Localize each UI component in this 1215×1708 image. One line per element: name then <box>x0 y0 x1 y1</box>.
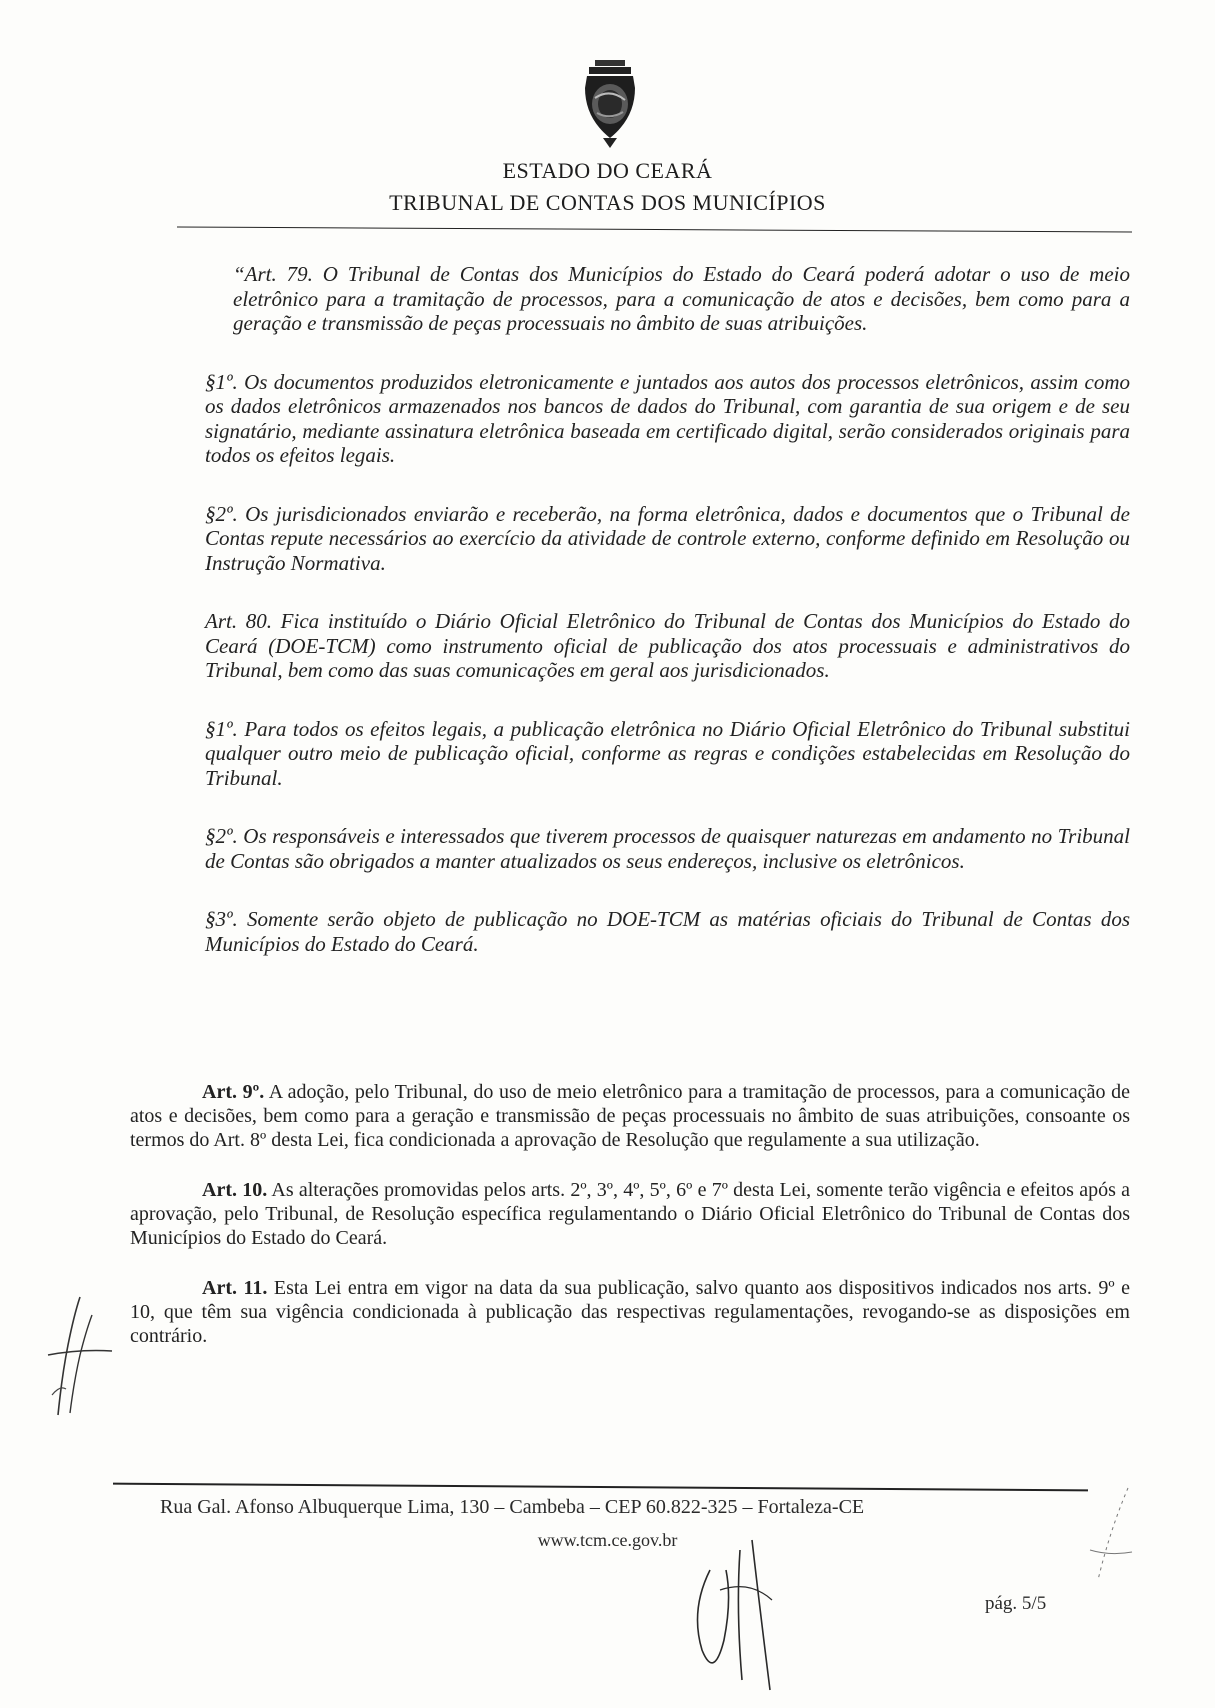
article-text: As alterações promovidas pelos arts. 2º, 3º, 4º, 5º, 6º e 7º desta Lei, somente terão vigência e efeitos após a aprovação, pelo Tribunal, de Resolução específica regulamentando o Diário Oficial Eletrônico do Tribunal de Contas dos Municípios do Estado do Ceará. <box>130 1179 1130 1249</box>
footer-website: www.tcm.ce.gov.br <box>537 1530 678 1550</box>
quoted-art-80: Art. 80. Fica instituído o Diário Oficial Eletrônico do Tribunal de Contas dos Municípios do Estado do Ceará (DOE-TCM) como instrumento oficial de publicação dos atos processuais e administrativos do Tribunal, bem como das suas comunicações em geral aos jurisdicionados. <box>205 609 1130 682</box>
quoted-art-80-par-3: §3º. Somente serão objeto de publicação no DOE-TCM as matérias oficiais do Tribunal de Contas dos Municípios do Estado do Ceará. <box>205 907 1130 956</box>
state-heading: ESTADO DO CEARÁ <box>502 158 713 183</box>
footer-address: Rua Gal. Afonso Albuquerque Lima, 130 – Cambeba – CEP 60.822-325 – Fortaleza-CE <box>160 1496 865 1518</box>
corner-mark-icon <box>1080 1480 1140 1590</box>
court-heading: TRIBUNAL DE CONTAS DOS MUNICÍPIOS <box>389 190 826 215</box>
quoted-art-80-par-1: §1º. Para todos os efeitos legais, a publicação eletrônica no Diário Oficial Eletrônico do Tribunal substitui qualquer outro meio de publicação oficial, conforme as regras e condições estabelecidas em Resolução do Tribunal. <box>205 716 1130 790</box>
article-text: Esta Lei entra em vigor na data da sua publicação, salvo quanto aos dispositivos indicados nos arts. 9º e 10, que têm sua vigência condicionada à publicação das respectivas regulamentações, revogando-se as disposições em contrário. <box>130 1277 1130 1347</box>
page-number: pág. 5/5 <box>985 1593 1047 1614</box>
law-articles <box>130 1080 1130 1348</box>
quoted-art-79-par-1: §1º. Os documentos produzidos eletronicamente e juntados aos autos dos processos eletrônicos, assim como os dados eletrônicos armazenados nos bancos de dados do Tribunal, com garantia de sua origem e de seu signatário, mediante assinatura eletrônica baseada em certificado digital, serão considerados originais para todos os efeitos legais. <box>205 369 1130 467</box>
quoted-amendment <box>205 262 1130 956</box>
article-text: A adoção, pelo Tribunal, do uso de meio eletrônico para a tramitação de processos, para a comunicação de atos e decisões, bem como para a geração e transmissão de peças processuais no âmbito de suas atribuições, consoante os termos do Art. 8º desta Lei, fica condicionada a aprovação de Resolução que regulamente a sua utilização. <box>130 1081 1130 1151</box>
article-label: Art. 9º. <box>202 1081 265 1103</box>
footer-signature-icon <box>680 1530 830 1700</box>
header-divider <box>177 226 1132 232</box>
article-label: Art. 11. <box>202 1277 268 1299</box>
article-10 <box>130 1178 1130 1250</box>
quoted-art-80-par-2: §2º. Os responsáveis e interessados que tiverem processos de quaisquer naturezas em andamento no Tribunal de Contas são obrigados a manter atualizados os seus endereços, inclusive os eletrônicos. <box>205 824 1130 873</box>
state-seal-icon <box>575 58 645 150</box>
quoted-art-79: “Art. 79. O Tribunal de Contas dos Municípios do Estado do Ceará poderá adotar o uso de meio eletrônico para a tramitação de processos, para a comunicação de atos e decisões, bem como para a geração e transmissão de peças processuais no âmbito de suas atribuições. <box>233 262 1130 335</box>
quoted-art-79-par-2: §2º. Os jurisdicionados enviarão e receberão, na forma eletrônica, dados e documentos que o Tribunal de Contas repute necessários ao exercício da atividade de controle externo, conforme definido em Resolução ou Instrução Normativa. <box>205 501 1130 575</box>
article-label: Art. 10. <box>202 1179 268 1201</box>
article-11 <box>130 1276 1130 1348</box>
article-9 <box>130 1080 1130 1152</box>
margin-signature-icon <box>40 1285 120 1425</box>
footer-divider <box>113 1483 1088 1492</box>
